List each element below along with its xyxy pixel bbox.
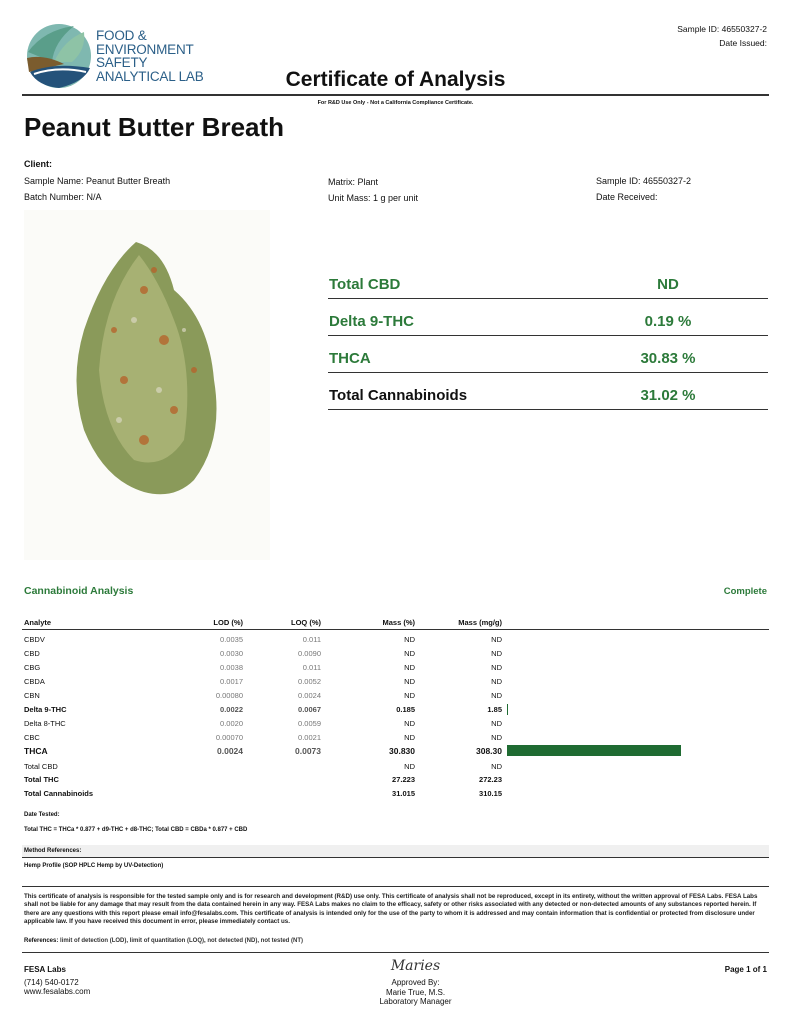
cell-lod: 0.00070 <box>215 733 243 742</box>
cell-lod: 0.0030 <box>220 649 243 658</box>
summary-row-delta9-thc <box>328 299 768 336</box>
column-header: LOQ (%) <box>291 618 321 627</box>
approved-by-label: Approved By: <box>391 978 440 987</box>
cell-analyte: CBDA <box>24 677 45 686</box>
summary-value: 31.02 % <box>640 387 696 404</box>
matrix: Matrix: Plant <box>328 177 379 187</box>
mass-bar <box>507 745 681 756</box>
divider <box>22 886 769 887</box>
cell-mass-pct: 27.223 <box>392 775 415 784</box>
cell-mass-mg: ND <box>491 733 502 742</box>
summary-label: Total CBD <box>329 276 401 293</box>
cell-analyte: CBD <box>24 649 40 658</box>
cell-analyte: CBG <box>24 663 41 672</box>
disclaimer: This certificate of analysis is responsible for the tested sample only and is for research and development (R&D) use only. This certificate of analysis shall not be reproduced, except in its entirety, without the written approval of FESA Labs. FESA Labs shall not be liable for any damage that may result from the data contained herein in any way. FESA Labs makes no claim to the efficacy, safety or other risks associated with any detected or non-detected amounts of any substances reported herein. If there are any questions with this report please email info@fesalabs.com. This certificate of analysis is intended only for the use of the party to whom it is addressed and may contain information that is confidential or protected from disclosure under applicable law. If you have received this document in error, please immediately contact us. <box>24 893 758 925</box>
cell-mass-mg: 272.23 <box>479 775 502 784</box>
method-reference: Hemp Profile (SOP HPLC Hemp by UV-Detection) <box>24 863 164 869</box>
table-row <box>24 744 769 758</box>
lab-name-line: ANALYTICAL LAB <box>96 68 204 84</box>
approval <box>0 978 791 1007</box>
cell-analyte: THCA <box>24 746 48 756</box>
summary-row-total-cannabinoids <box>328 373 768 410</box>
cell-lod: 0.00080 <box>215 691 243 700</box>
date-received: Date Received: <box>596 192 658 202</box>
cell-analyte: Delta 8-THC <box>24 719 66 728</box>
cell-analyte: Total THC <box>24 775 59 784</box>
summary-label: Delta 9-THC <box>329 313 415 330</box>
summary-label: Total Cannabinoids <box>329 387 468 404</box>
cell-analyte: Total Cannabinoids <box>24 789 94 798</box>
table-row <box>24 703 769 717</box>
lab-name-line: SAFETY <box>96 55 148 70</box>
cell-loq: 0.0059 <box>298 719 321 728</box>
cell-loq: 0.0073 <box>295 746 321 756</box>
sample-name: Sample Name: Peanut Butter Breath <box>24 176 171 186</box>
date-tested: Date Tested: <box>24 812 60 818</box>
table-row <box>24 675 769 689</box>
column-header: LOD (%) <box>213 618 243 627</box>
cell-mass-mg: ND <box>491 663 502 672</box>
cell-mass-mg: ND <box>491 719 502 728</box>
summary-label: THCA <box>329 350 371 367</box>
approver-title: Laboratory Manager <box>379 997 452 1006</box>
status-badge: Complete <box>723 586 767 597</box>
cell-loq: 0.0052 <box>298 677 321 686</box>
column-header: Mass (mg/g) <box>458 618 502 627</box>
footer-website[interactable]: www.fesalabs.com <box>24 987 91 996</box>
cell-mass-mg: 310.15 <box>479 789 502 798</box>
cell-mass-mg: ND <box>491 649 502 658</box>
cell-mass-pct: ND <box>404 677 415 686</box>
divider <box>22 952 769 953</box>
cell-analyte: CBN <box>24 691 40 700</box>
page-number: Page 1 of 1 <box>724 965 767 974</box>
cell-loq: 0.0067 <box>298 705 321 714</box>
method-references-band <box>22 845 769 858</box>
summary-row-thca <box>328 336 768 373</box>
table-row <box>24 689 769 703</box>
cell-mass-pct: ND <box>404 762 415 771</box>
summary-value: 30.83 % <box>640 350 696 367</box>
cell-loq: 0.011 <box>302 635 321 644</box>
section-title: Cannabinoid Analysis <box>24 585 134 597</box>
method-references-label: Method References: <box>24 848 82 854</box>
column-header: Mass (%) <box>382 618 415 627</box>
footer-lab: FESA Labs <box>24 965 66 974</box>
cell-mass-mg: ND <box>491 635 502 644</box>
references <box>24 938 303 944</box>
footer-phone: (714) 540-0172 <box>24 978 79 987</box>
lab-name-line: FOOD & <box>96 28 147 43</box>
cell-analyte: CBC <box>24 733 40 742</box>
cell-mass-mg: ND <box>491 691 502 700</box>
product-name: Peanut Butter Breath <box>24 112 285 142</box>
batch-number: Batch Number: N/A <box>24 192 102 202</box>
approver-name: Marie True, M.S. <box>385 987 446 997</box>
product-photo <box>24 210 270 560</box>
references-text: limit of detection (LOD), limit of quantitation (LOQ), not detected (ND), not tested (NT) <box>58 938 304 944</box>
cell-mass-pct: 30.830 <box>389 746 415 756</box>
cell-loq: 0.0024 <box>298 691 321 700</box>
divider <box>22 629 769 630</box>
summary-value: ND <box>657 276 679 293</box>
table-row <box>24 717 769 731</box>
table-row <box>24 647 769 661</box>
cell-lod: 0.0022 <box>220 705 243 714</box>
cell-mass-pct: 31.015 <box>392 789 415 798</box>
formula-note: Total THC = THCa * 0.877 + d9-THC + d8-THC; Total CBD = CBDa * 0.877 + CBD <box>24 827 248 833</box>
references-label: References: <box>24 938 59 944</box>
cell-analyte: Total CBD <box>24 762 58 771</box>
client-label: Client: <box>24 159 52 169</box>
table-row <box>24 760 769 774</box>
cell-mass-pct: ND <box>404 635 415 644</box>
table-header <box>24 616 769 630</box>
cell-loq: 0.0021 <box>298 733 321 742</box>
cell-mass-mg: 308.30 <box>476 746 502 756</box>
cell-analyte: Delta 9-THC <box>24 705 67 714</box>
cell-loq: 0.011 <box>302 663 321 672</box>
header-sample-id: Sample ID: 46550327-2 <box>677 24 767 34</box>
cell-lod: 0.0035 <box>220 635 243 644</box>
column-header: Analyte <box>24 618 52 627</box>
cell-lod: 0.0038 <box>220 663 243 672</box>
header-date-issued: Date Issued: <box>719 38 767 48</box>
cell-mass-mg: ND <box>491 677 502 686</box>
signature: Maries <box>390 958 441 974</box>
table-row <box>24 787 769 801</box>
lab-name-line: ENVIRONMENT <box>96 41 194 57</box>
cell-mass-mg: 1.85 <box>487 705 502 714</box>
cell-analyte: CBDV <box>24 635 45 644</box>
cell-mass-pct: ND <box>404 649 415 658</box>
cell-mass-pct: ND <box>404 663 415 672</box>
sample-id: Sample ID: 46550327-2 <box>596 176 692 186</box>
cell-lod: 0.0024 <box>217 746 243 756</box>
cell-mass-pct: 0.185 <box>396 705 415 714</box>
table-row <box>24 773 769 787</box>
document-title: Certificate of Analysis <box>285 68 506 91</box>
table-row <box>24 661 769 675</box>
document-subtitle: For R&D Use Only - Not a California Compliance Certificate. <box>317 100 474 106</box>
cell-lod: 0.0017 <box>220 677 243 686</box>
cell-loq: 0.0090 <box>298 649 321 658</box>
divider <box>22 94 769 96</box>
summary-row-total-cbd <box>328 262 768 299</box>
summary-value: 0.19 % <box>644 313 692 330</box>
table-row <box>24 633 769 647</box>
cell-lod: 0.0020 <box>220 719 243 728</box>
cell-mass-pct: ND <box>404 719 415 728</box>
unit-mass: Unit Mass: 1 g per unit <box>328 193 419 203</box>
cell-mass-pct: ND <box>404 691 415 700</box>
mass-bar <box>507 704 508 715</box>
cell-mass-mg: ND <box>491 762 502 771</box>
table-row <box>24 731 769 745</box>
cell-mass-pct: ND <box>404 733 415 742</box>
